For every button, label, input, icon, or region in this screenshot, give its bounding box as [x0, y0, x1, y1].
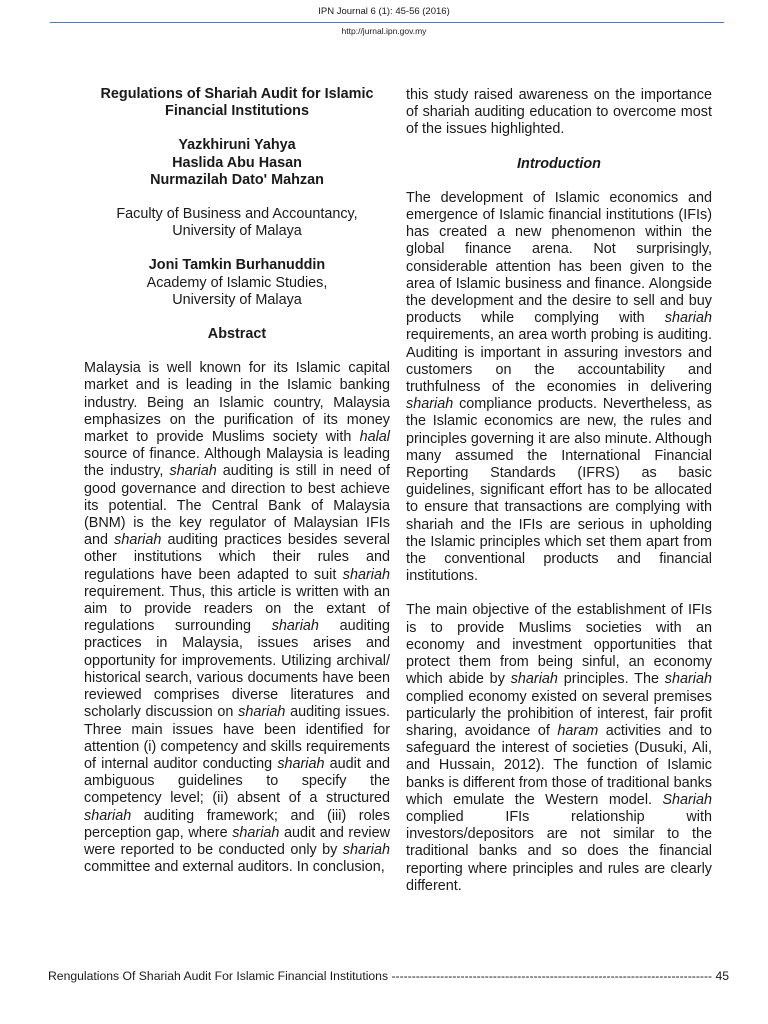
author-2: Haslida Abu Hasan — [172, 154, 302, 171]
abstract-heading: Abstract — [207, 326, 267, 343]
page-footer — [48, 969, 730, 983]
page-number: 45 — [712, 969, 730, 983]
left-column — [84, 86, 390, 876]
abstract-continuation: this study raised awareness on the importance of shariah auditing education to overcome most of the issues highlighted. — [406, 87, 712, 138]
author-4: Joni Tamkin Burhanuddin — [148, 257, 326, 274]
title-line-1: Regulations of Shariah Audit for Islamic — [100, 86, 374, 102]
affiliation-1-line-2: University of Malaya — [172, 223, 302, 240]
affiliation-1 — [84, 206, 390, 240]
footer-running-title: Rengulations Of Shariah Audit For Islamic Financial Institutions — [48, 969, 392, 983]
footer-leader: ------------------------------------------------------------------------------- — [391, 969, 713, 983]
title-line-2: Financial Institutions — [165, 103, 309, 120]
affiliation-2-line-1: Academy of Islamic Studies, — [146, 274, 328, 291]
introduction-heading: Introduction — [517, 155, 601, 172]
author-1: Yazkhiruni Yahya — [178, 137, 296, 154]
journal-url[interactable]: http://jurnal.ipn.gov.my — [341, 26, 427, 36]
introduction-paragraph-2: The main objective of the establishment of IFIs is to provide Muslims societies with an economy and investment opportunities that protect them from being sinful, an economy which abide by shariah principles. The shariah complied economy existed on several premises particularly the prohibition of interest, fair profit sharing, avoidance of haram activities and to safeguard the interest of societies (Dusuki, Ali, and Hussain, 2012). The function of Islamic banks is different from those of traditional banks which emulate the Western model. Shariah complied IFIs relationship with investors/depositors are not similar to the traditional banks and so does the financial reporting where principles and rules are clearly different. — [406, 602, 712, 894]
paper-title — [84, 86, 390, 120]
author-3: Nurmazilah Dato' Mahzan — [150, 171, 324, 188]
affiliation-2-line-2: University of Malaya — [172, 291, 302, 308]
header-rule — [50, 22, 724, 23]
right-column — [406, 87, 712, 895]
affiliation-1-line-1: Faculty of Business and Accountancy, — [116, 206, 358, 223]
introduction-paragraph-1: The development of Islamic economics and emergence of Islamic financial institutions (IFIs) has created a new phenomenon within the global finance arena. Not surprisingly, considerable attention has been given to the area of Islamic business and finance. Alongside the development and the desire to sell and buy products while complying with shariah requirements, an area worth probing is auditing. Auditing is important in assuring investors and customers on the accountability and truthfulness of the economies in delivering shariah compliance products. Nevertheless, as the Islamic economics are new, the rules and principles governing it are also minute. Although many assumed the International Financial Reporting Standards (IFRS) as basic guidelines, significant effort has to be allocated to ensure that transactions are complying with shariah and the IFIs are serious in upholding the Islamic principles which set them apart from the conventional products and financial institutions. — [406, 189, 712, 585]
journal-citation: IPN Journal 6 (1): 45-56 (2016) — [318, 6, 450, 17]
author-4-block — [84, 257, 390, 309]
abstract-body: Malaysia is well known for its Islamic capital market and is leading in the Islamic banking industry. Being an Islamic country, Malaysia emphasizes on the purification of its money market to provide Muslims society with halal source of finance. Although Malaysia is leading the industry, shariah auditing is still in need of good governance and direction to best achieve its potential. The Central Bank of Malaysia (BNM) is the key regulator of Malaysian IFIs and shariah auditing practices besides several other institutions which their rules and regulations have been adapted to suit shariah requirement. Thus, this article is written with an aim to provide readers on the extant of regulations surrounding shariah auditing practices in Malaysia, issues arises and opportunity for improvements. Utilizing archival/ historical search, various documents have been reviewed comprises diverse literatures and scholarly discussion on shariah auditing issues. Three main issues have been identified for attention (i) competency and skills requirements of internal auditor conducting shariah audit and ambiguous guidelines to specify the competency level; (ii) absent of a structured shariah auditing framework; and (iii) roles perception gap, where shariah audit and review were reported to be conducted only by shariah committee and external auditors. In conclusion, — [84, 360, 390, 876]
author-list — [84, 137, 390, 189]
